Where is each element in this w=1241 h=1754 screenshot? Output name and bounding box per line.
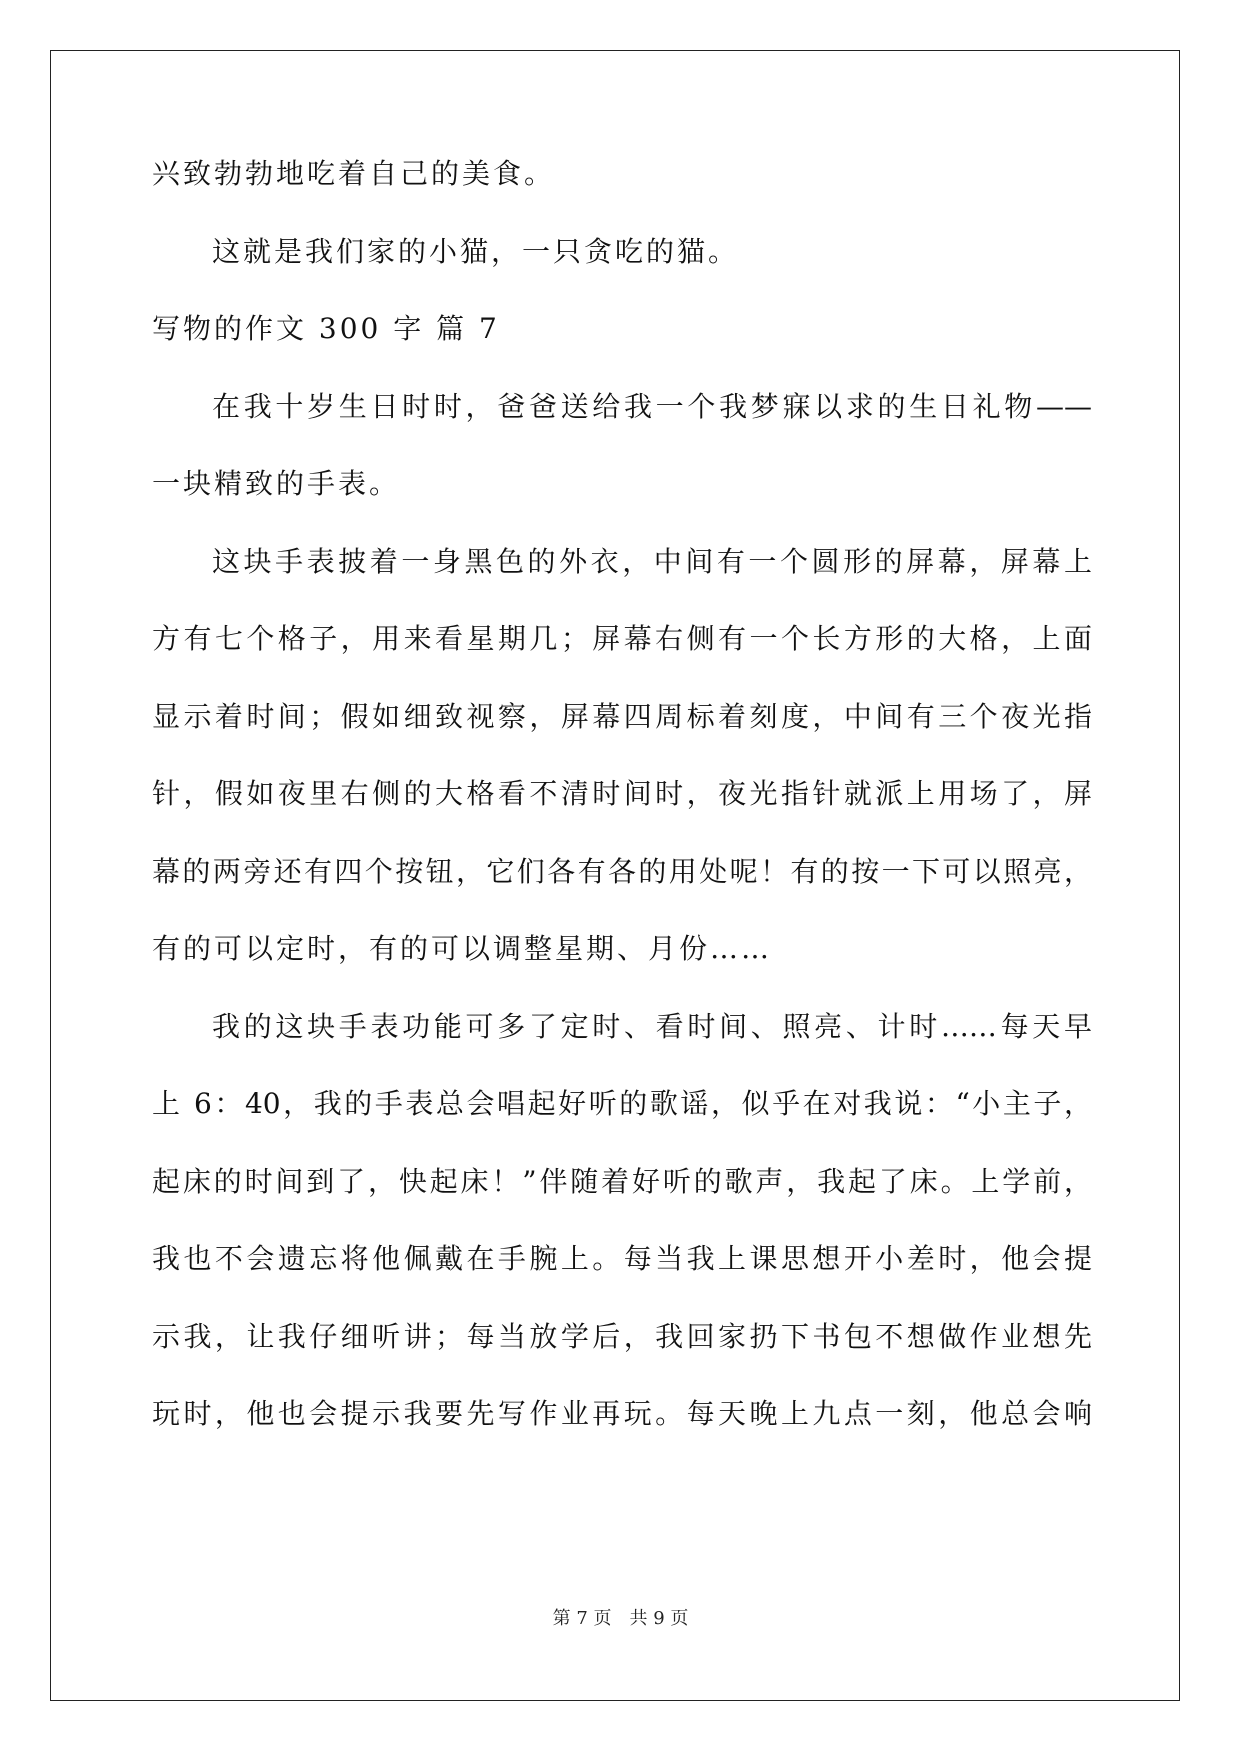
text-line: 幕的两旁还有四个按钮，它们各有各的用处呢！有的按一下可以照亮， [152,854,1092,888]
text-line: 这块手表披着一身黑色的外衣，中间有一个圆形的屏幕，屏幕上 [212,544,1092,578]
text-line: 我也不会遗忘将他佩戴在手腕上。每当我上课思想开小差时，他会提 [152,1242,1092,1275]
text-line: 显示着时间；假如细致视察，屏幕四周标着刻度，中间有三个夜光指 [152,699,1092,733]
text-line: 上 6：40，我的手表总会唱起好听的歌谣，似乎在对我说：“小主子， [152,1087,1092,1120]
text-line: 我的这块手表功能可多了定时、看时间、照亮、计时……每天早 [212,1009,1092,1043]
page-number-footer: 第 7 页 共 9 页 [552,1608,689,1629]
text-line: 玩时，他也会提示我要先写作业再玩。每天晚上九点一刻，他总会响 [152,1397,1092,1430]
text-line: 这就是我们家的小猫，一只贪吃的猫。 [212,234,740,268]
text-line: 有的可以定时，有的可以调整星期、月份…… [152,932,773,965]
text-line: 写物的作文 300 字 篇 7 [152,312,500,345]
text-line: 示我，让我仔细听讲；每当放学后，我回家扔下书包不想做作业想先 [152,1319,1092,1353]
text-line: 方有七个格子，用来看星期几；屏幕右侧有一个长方形的大格，上面 [152,622,1092,655]
text-line: 在我十岁生日时时，爸爸送给我一个我梦寐以求的生日礼物—— [212,389,1092,423]
text-line: 兴致勃勃地吃着自己的美食。 [152,157,556,190]
text-line: 起床的时间到了，快起床！”伴随着好听的歌声，我起了床。上学前， [152,1164,1092,1198]
text-line: 一块精致的手表。 [152,467,401,500]
text-line: 针，假如夜里右侧的大格看不清时间时，夜光指针就派上用场了，屏 [152,777,1092,810]
